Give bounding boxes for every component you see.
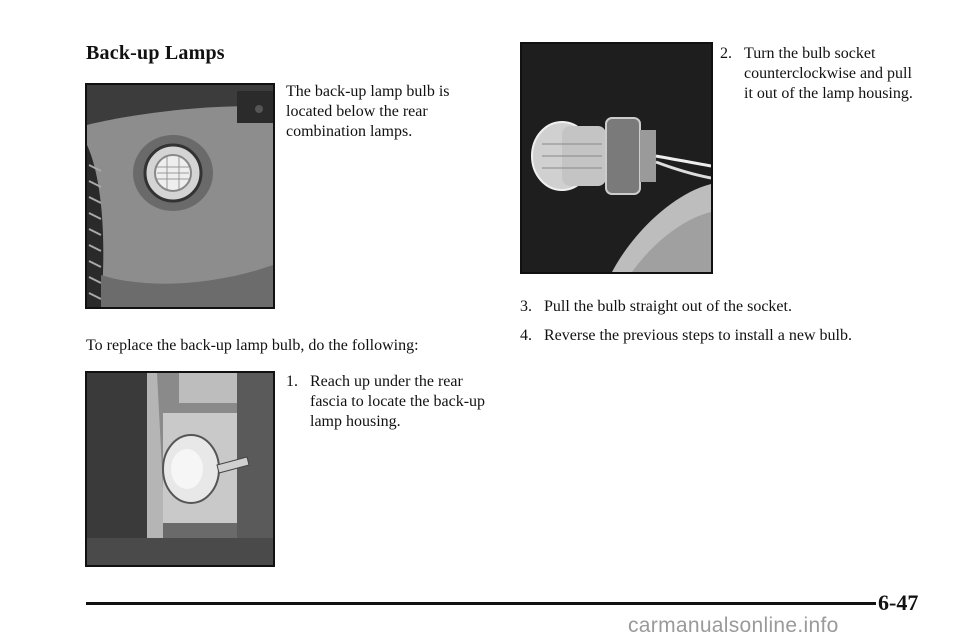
instruction-text: To replace the back-up lamp bulb, do the following: [86,337,419,354]
rear-fascia-photo [85,371,275,567]
step-number: 3. [520,298,532,315]
step-item [720,44,920,128]
step-number: 4. [520,327,532,344]
section-title: Back-up Lamps [86,42,225,64]
step-text: Pull the bulb straight out of the socket. [544,298,792,315]
step-text: Reverse the previous steps to install a new bulb. [544,327,852,344]
watermark: carmanualsonline.info [628,614,839,637]
step-number: 1. [286,373,298,390]
footer-rule [86,602,876,605]
step-item [520,297,920,319]
step-number: 2. [720,45,732,62]
bulb-socket-photo [520,42,713,274]
page-number: 6-47 [878,590,919,615]
step-item [520,326,920,348]
step-item [286,372,486,436]
step-text: Turn the bulb socket counterclockwise and pull it out of the lamp housing. [744,45,913,102]
backup-lamp-location-photo [85,83,275,309]
intro-text: The back-up lamp bulb is located below the rear combination lamps. [286,83,450,140]
step-text: Reach up under the rear fascia to locate the back-up lamp housing. [310,373,486,430]
